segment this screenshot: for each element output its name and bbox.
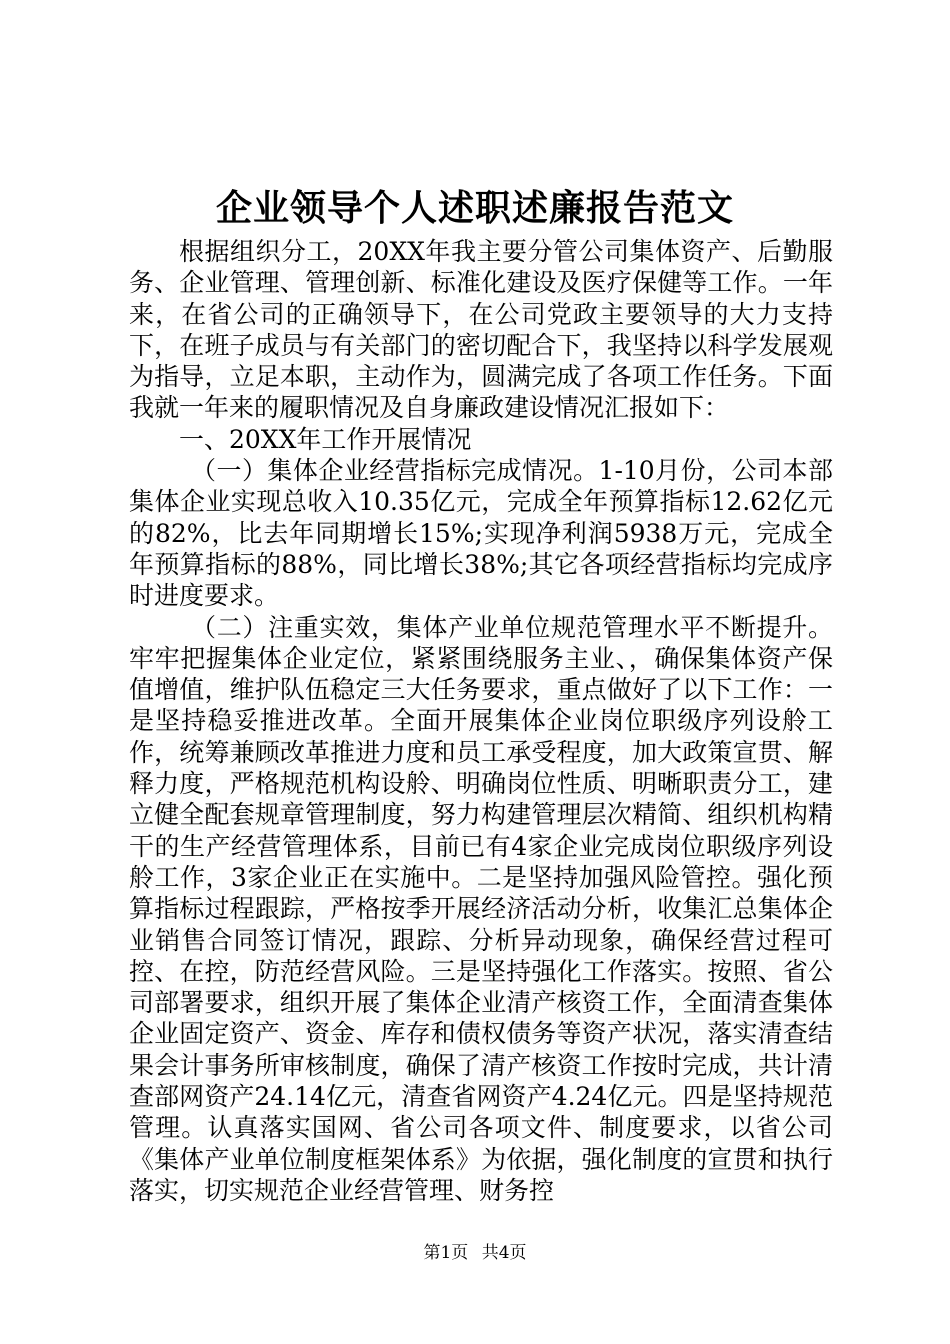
page-total: 共4页 (481, 1243, 527, 1263)
section-heading-1: 一、20XX年工作开展情况 (179, 424, 472, 454)
page-footer (0, 1241, 950, 1265)
paragraph-item-2: （二）注重实效，集体产业单位规范管理水平不断提升。牢牢把握集体企业定位，紧紧围绕服务主业、，确保集体资产保值增值，维护队伍稳定三大任务要求，重点做好了以下工作：一是坚持稳妥推进改革。全面开展集体企业岗位职级序列设舲工作，统筹兼顾改革推进力度和员工承受程度，加大政策宣贯、解释力度，严格规范机构设舲、明确岗位性质、明晰职责分工，建立健全配套规章管理制度，努力构建管理层次精简、组织机构精干的生产经营管理体系，目前已有4家企业完成岗位职级序列设舲工作，3家企业正在实施中。二是坚持加强风险管控。强化预算指标过程跟踪，严格按季开展经济活动分析，收集汇总集体企业销售合同签订情况，跟踪、分析异动现象，确保经营过程可控、在控，防范经营风险。三是坚持强化工作落实。按照、省公司部署要求，组织开展了集体企业清产核资工作，全面清查集体企业固定资产、资金、库存和债权债务等资产状况，落实清查结果会计事务所审核制度，确保了清产核资工作按时完成，共计清查部网资产24.14亿元，清查省网资产4.24亿元。四是坚持规范管理。认真落实国网、省公司各项文件、制度要求，以省公司《集体产业单位制度框架体系》为依据，强化制度的宣贯和执行落实，切实规范企业经营管理、财务控 (129, 612, 833, 1205)
paragraph-intro: 根据组织分工，20XX年我主要分管公司集体资产、后勤服务、企业管理、管理创新、标准化建设及医疗保健等工作。一年来，在省公司的正确领导下，在公司党政主要领导的大力支持下，在班子成员与有关部门的密切配合下，我坚持以科学发展观为指导，立足本职，主动作为，圆满完成了各项工作任务。下面我就一年来的履职情况及自身廉政建设情况汇报如下： (129, 237, 833, 423)
document-title: 企业领导个人述职述廉报告范文 (215, 187, 734, 229)
paragraph-item-1: （一）集体企业经营指标完成情况。1-10月份，公司本部集体企业实现总收入10.35亿元，完成全年预算指标12.62亿元的82%，比去年同期增长15%;实现净利润5938万元，完成全年预算指标的88%，同比增长38%;其它各项经营指标均完成序时进度要求。 (129, 456, 833, 611)
document-body (129, 236, 833, 1206)
page-number: 第1页 (423, 1243, 469, 1263)
